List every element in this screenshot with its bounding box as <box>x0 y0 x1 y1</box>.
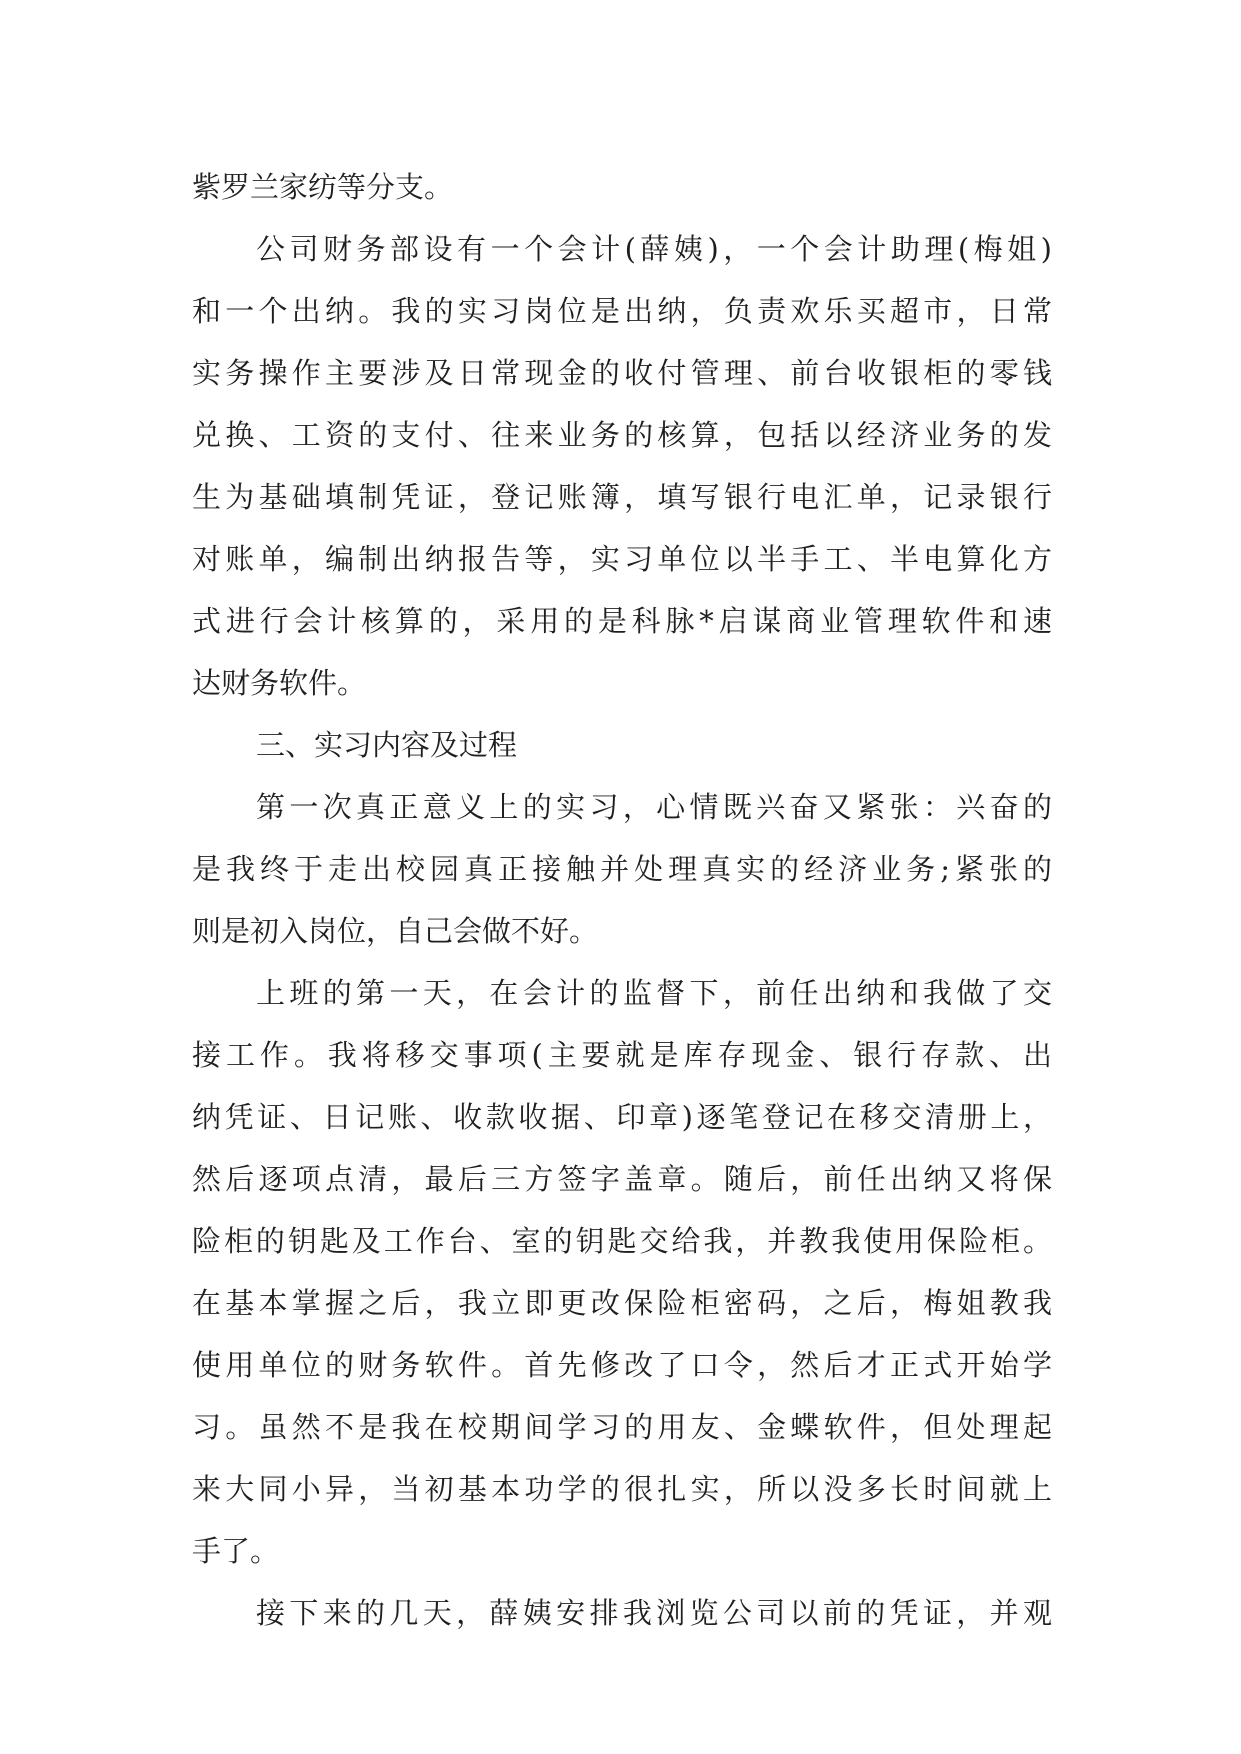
text-line: 和一个出纳。我的实习岗位是出纳，负责欢乐买超市，日常 <box>192 294 1052 328</box>
paragraph-start-line: 第一次真正意义上的实习，心情既兴奋又紧张：兴奋的 <box>256 790 1052 824</box>
text-line: 对账单，编制出纳报告等，实习单位以半手工、半电算化方 <box>192 542 1052 576</box>
text-line: 达财务软件。 <box>192 666 367 700</box>
document-body <box>192 156 1052 1644</box>
text-line: 手了。 <box>192 1534 280 1568</box>
text-line: 险柜的钥匙及工作台、室的钥匙交给我，并教我使用保险柜。 <box>192 1224 1052 1258</box>
text-line: 使用单位的财务软件。首先修改了口令，然后才正式开始学 <box>192 1348 1052 1382</box>
text-line: 生为基础填制凭证，登记账簿，填写银行电汇单，记录银行 <box>192 480 1052 514</box>
text-line: 接工作。我将移交事项(主要就是库存现金、银行存款、出 <box>192 1038 1052 1072</box>
text-line: 是我终于走出校园真正接触并处理真实的经济业务;紧张的 <box>192 852 1052 886</box>
text-line: 然后逐项点清，最后三方签字盖章。随后，前任出纳又将保 <box>192 1162 1052 1196</box>
paragraph-start-line: 上班的第一天，在会计的监督下，前任出纳和我做了交 <box>256 976 1052 1010</box>
text-line: 实务操作主要涉及日常现金的收付管理、前台收银柜的零钱 <box>192 356 1052 390</box>
text-line: 来大同小异，当初基本功学的很扎实，所以没多长时间就上 <box>192 1472 1052 1506</box>
text-line: 习。虽然不是我在校期间学习的用友、金蝶软件，但处理起 <box>192 1410 1052 1444</box>
text-line: 兑换、工资的支付、往来业务的核算，包括以经济业务的发 <box>192 418 1052 452</box>
text-line: 在基本掌握之后，我立即更改保险柜密码，之后，梅姐教我 <box>192 1286 1052 1320</box>
text-line: 纳凭证、日记账、收款收据、印章)逐笔登记在移交清册上， <box>192 1100 1052 1134</box>
text-line: 紫罗兰家纺等分支。 <box>192 170 454 204</box>
text-line: 式进行会计核算的，采用的是科脉*启谋商业管理软件和速 <box>192 604 1052 638</box>
section-heading: 三、实习内容及过程 <box>256 728 518 762</box>
text-line: 则是初入岗位，自己会做不好。 <box>192 914 599 948</box>
paragraph-start-line: 接下来的几天，薛姨安排我浏览公司以前的凭证，并观 <box>256 1596 1052 1630</box>
paragraph-start-line: 公司财务部设有一个会计(薛姨)，一个会计助理(梅姐) <box>256 232 1052 266</box>
